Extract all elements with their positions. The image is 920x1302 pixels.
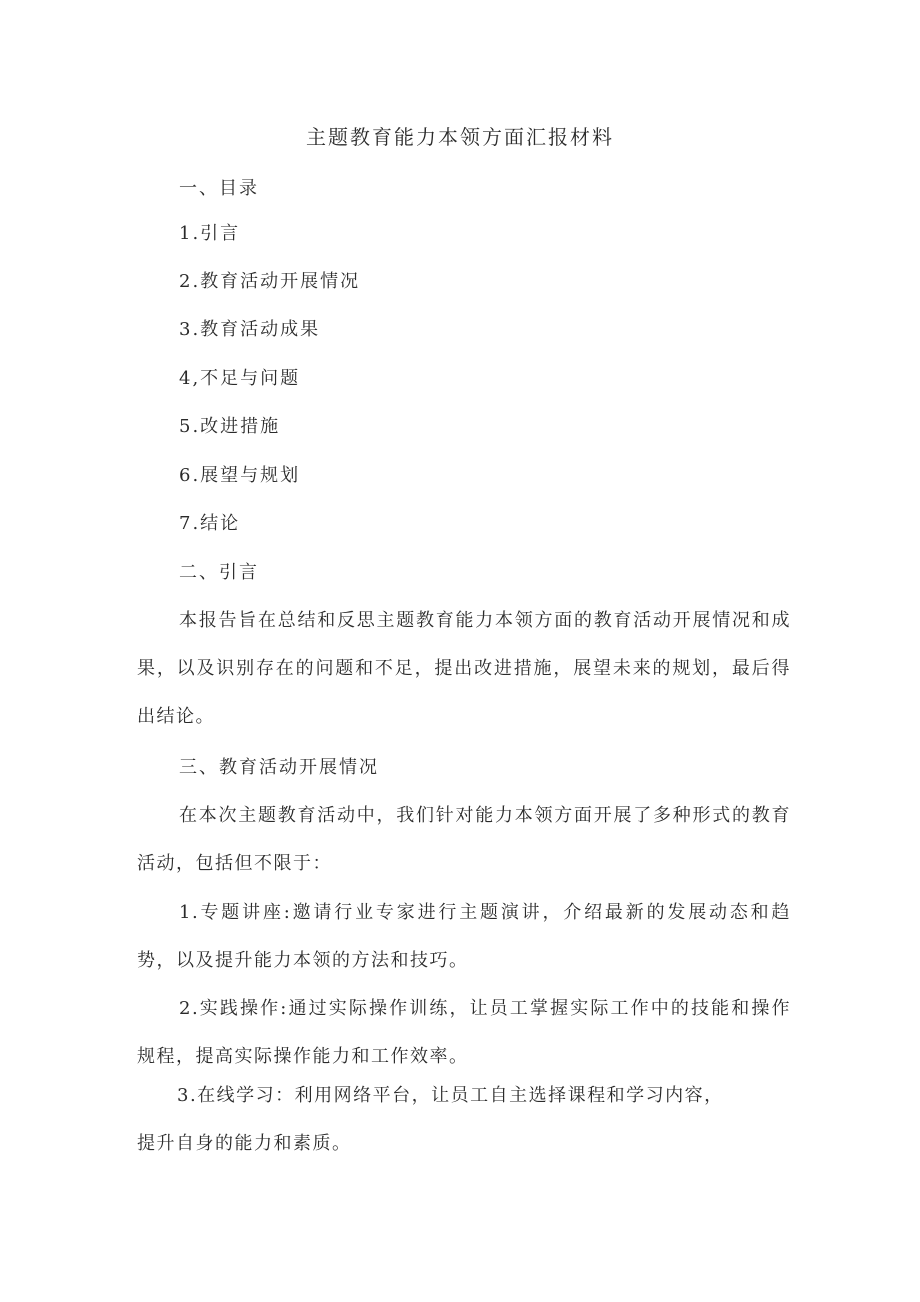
toc-item-3: 3.教育活动成果: [179, 319, 321, 340]
activity-item-lecture: 1.专题讲座:邀请行业专家进行主题演讲，介绍最新的发展动态和趋势，以及提升能力本领的方法和技巧。: [137, 902, 791, 971]
toc-item-1: 1.引言: [179, 223, 241, 244]
activity-item-online-line1: 3.在线学习：利用网络平台，让员工自主选择课程和学习内容，: [177, 1085, 724, 1106]
toc-item-7: 7.结论: [179, 513, 241, 534]
intro-heading: 二、引言: [179, 562, 259, 583]
toc-item-4: 4,不足与问题: [179, 368, 301, 389]
activities-paragraph: 在本次主题教育活动中，我们针对能力本领方面开展了多种形式的教育活动，包括但不限于：: [137, 805, 791, 874]
toc-item-6: 6.展望与规划: [179, 465, 301, 486]
toc-heading: 一、目录: [179, 178, 259, 199]
activity-item-practice: 2.实践操作:通过实际操作训练，让员工掌握实际工作中的技能和操作规程，提高实际操作能力和工作效率。: [137, 998, 791, 1067]
toc-item-5: 5.改进措施: [179, 416, 281, 437]
activities-heading: 三、教育活动开展情况: [179, 757, 379, 778]
activity-item-online-line2: 提升自身的能力和素质。: [137, 1133, 352, 1154]
toc-item-2: 2.教育活动开展情况: [179, 271, 361, 292]
document-title: 主题教育能力本领方面汇报材料: [306, 125, 614, 149]
intro-paragraph: 本报告旨在总结和反思主题教育能力本领方面的教育活动开展情况和成果，以及识别存在的问题和不足，提出改进措施，展望未来的规划，最后得出结论。: [137, 610, 791, 727]
